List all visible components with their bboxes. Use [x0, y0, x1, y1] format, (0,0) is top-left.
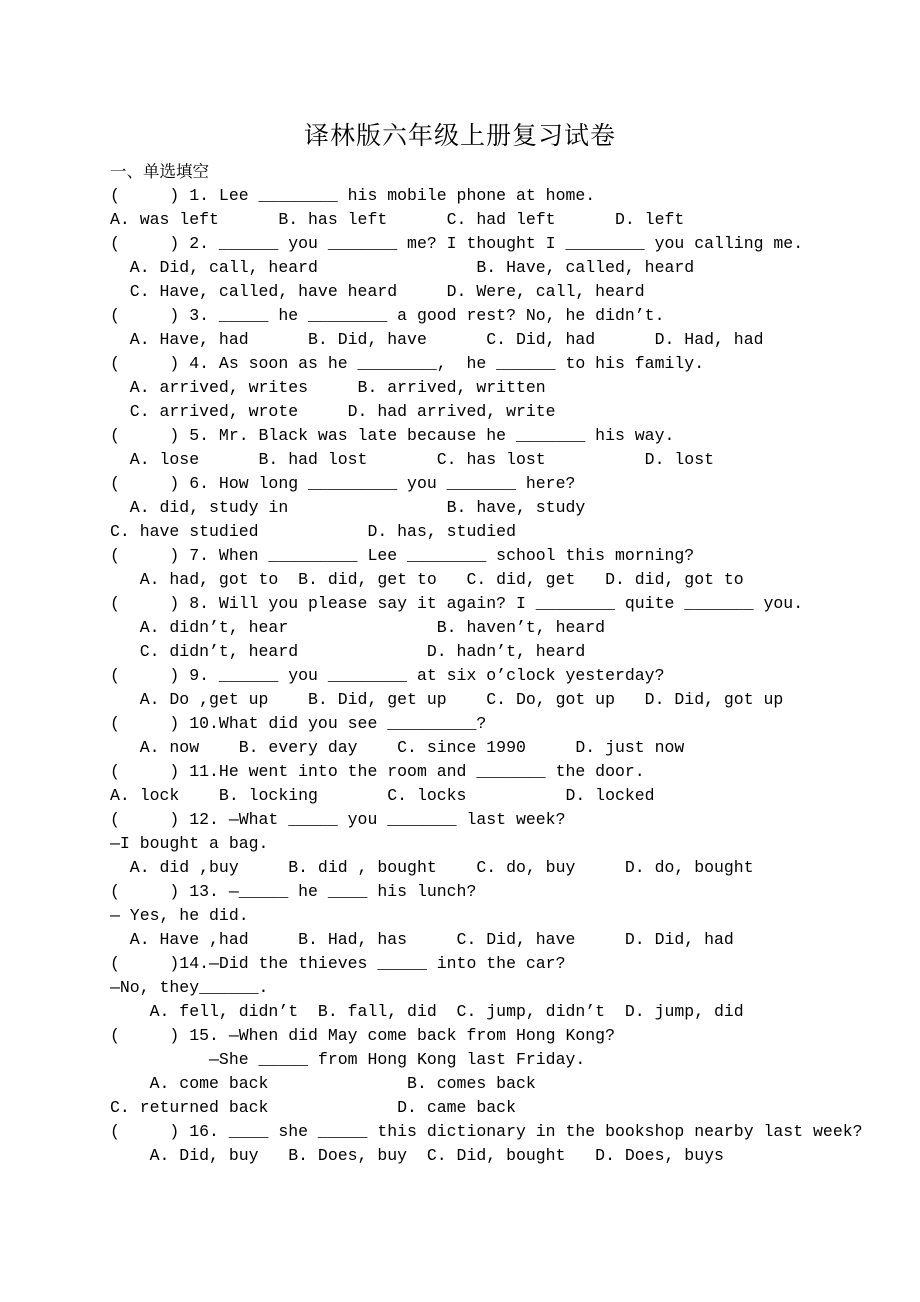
question-line: ( ) 10.What did you see _________?	[110, 714, 487, 733]
option-line: A. Do ,get up B. Did, get up C. Do, got up D. Did, got up	[110, 690, 784, 709]
page-title: 译林版六年级上册复习试卷	[303, 121, 616, 150]
option-line: A. lock B. locking C. locks D. locked	[110, 786, 655, 805]
option-line: A. Have ,had B. Had, has C. Did, have D. Did, had	[110, 930, 734, 949]
option-line: A. Did, call, heard B. Have, called, heard	[110, 258, 695, 277]
dialogue-line: —She _____ from Hong Kong last Friday.	[110, 1050, 586, 1069]
question-line: ( ) 11.He went into the room and _______ the door.	[110, 762, 645, 781]
option-line: C. didn’t, heard D. hadn’t, heard	[110, 642, 586, 661]
option-line: A. lose B. had lost C. has lost D. lost	[110, 450, 714, 469]
question-line: ( ) 9. ______ you ________ at six o’clock yesterday?	[110, 666, 665, 685]
option-line: C. Have, called, have heard D. Were, call, heard	[110, 282, 645, 301]
option-line: A. did ,buy B. did , bought C. do, buy D. do, bought	[110, 858, 754, 877]
question-line: ( ) 12. —What _____ you _______ last week?	[110, 810, 566, 829]
question-line: ( ) 13. —_____ he ____ his lunch?	[110, 882, 477, 901]
option-line: A. come back B. comes back	[110, 1074, 536, 1093]
question-line: ( ) 3. _____ he ________ a good rest? No, he didn’t.	[110, 306, 665, 325]
question-line: ( ) 4. As soon as he ________, he ______ to his family.	[110, 354, 705, 373]
question-line: ( ) 16. ____ she _____ this dictionary in the bookshop nearby last week?	[110, 1122, 863, 1141]
option-line: A. Did, buy B. Does, buy C. Did, bought D. Does, buys	[110, 1146, 724, 1165]
option-line: A. now B. every day C. since 1990 D. just now	[110, 738, 685, 757]
option-line: A. did, study in B. have, study	[110, 498, 586, 517]
dialogue-line: —I bought a bag.	[110, 834, 269, 853]
question-line: ( ) 5. Mr. Black was late because he _______ his way.	[110, 426, 675, 445]
question-line: ( ) 2. ______ you _______ me? I thought I ________ you calling me.	[110, 234, 804, 253]
question-line: ( ) 7. When _________ Lee ________ school this morning?	[110, 546, 695, 565]
question-line: ( ) 6. How long _________ you _______ here?	[110, 474, 576, 493]
option-line: A. arrived, writes B. arrived, written	[110, 378, 546, 397]
option-line: C. returned back D. came back	[110, 1098, 516, 1117]
question-line: ( ) 8. Will you please say it again? I ________ quite _______ you.	[110, 594, 804, 613]
option-line: C. have studied D. has, studied	[110, 522, 516, 541]
option-line: A. Have, had B. Did, have C. Did, had D. Had, had	[110, 330, 764, 349]
dialogue-line: —No, they______.	[110, 978, 269, 997]
option-line: A. was left B. has left C. had left D. left	[110, 210, 685, 229]
option-line: A. fell, didn’t B. fall, did C. jump, didn’t D. jump, did	[110, 1002, 744, 1021]
question-line: ( ) 1. Lee ________ his mobile phone at home.	[110, 186, 596, 205]
question-line: ( )14.—Did the thieves _____ into the car?	[110, 954, 566, 973]
option-line: C. arrived, wrote D. had arrived, write	[110, 402, 556, 421]
option-line: A. didn’t, hear B. haven’t, heard	[110, 618, 606, 637]
question-line: ( ) 15. —When did May come back from Hong Kong?	[110, 1026, 615, 1045]
option-line: A. had, got to B. did, get to C. did, get D. did, got to	[110, 570, 744, 589]
section-heading: 一、单选填空	[110, 162, 209, 181]
dialogue-line: — Yes, he did.	[110, 906, 249, 925]
